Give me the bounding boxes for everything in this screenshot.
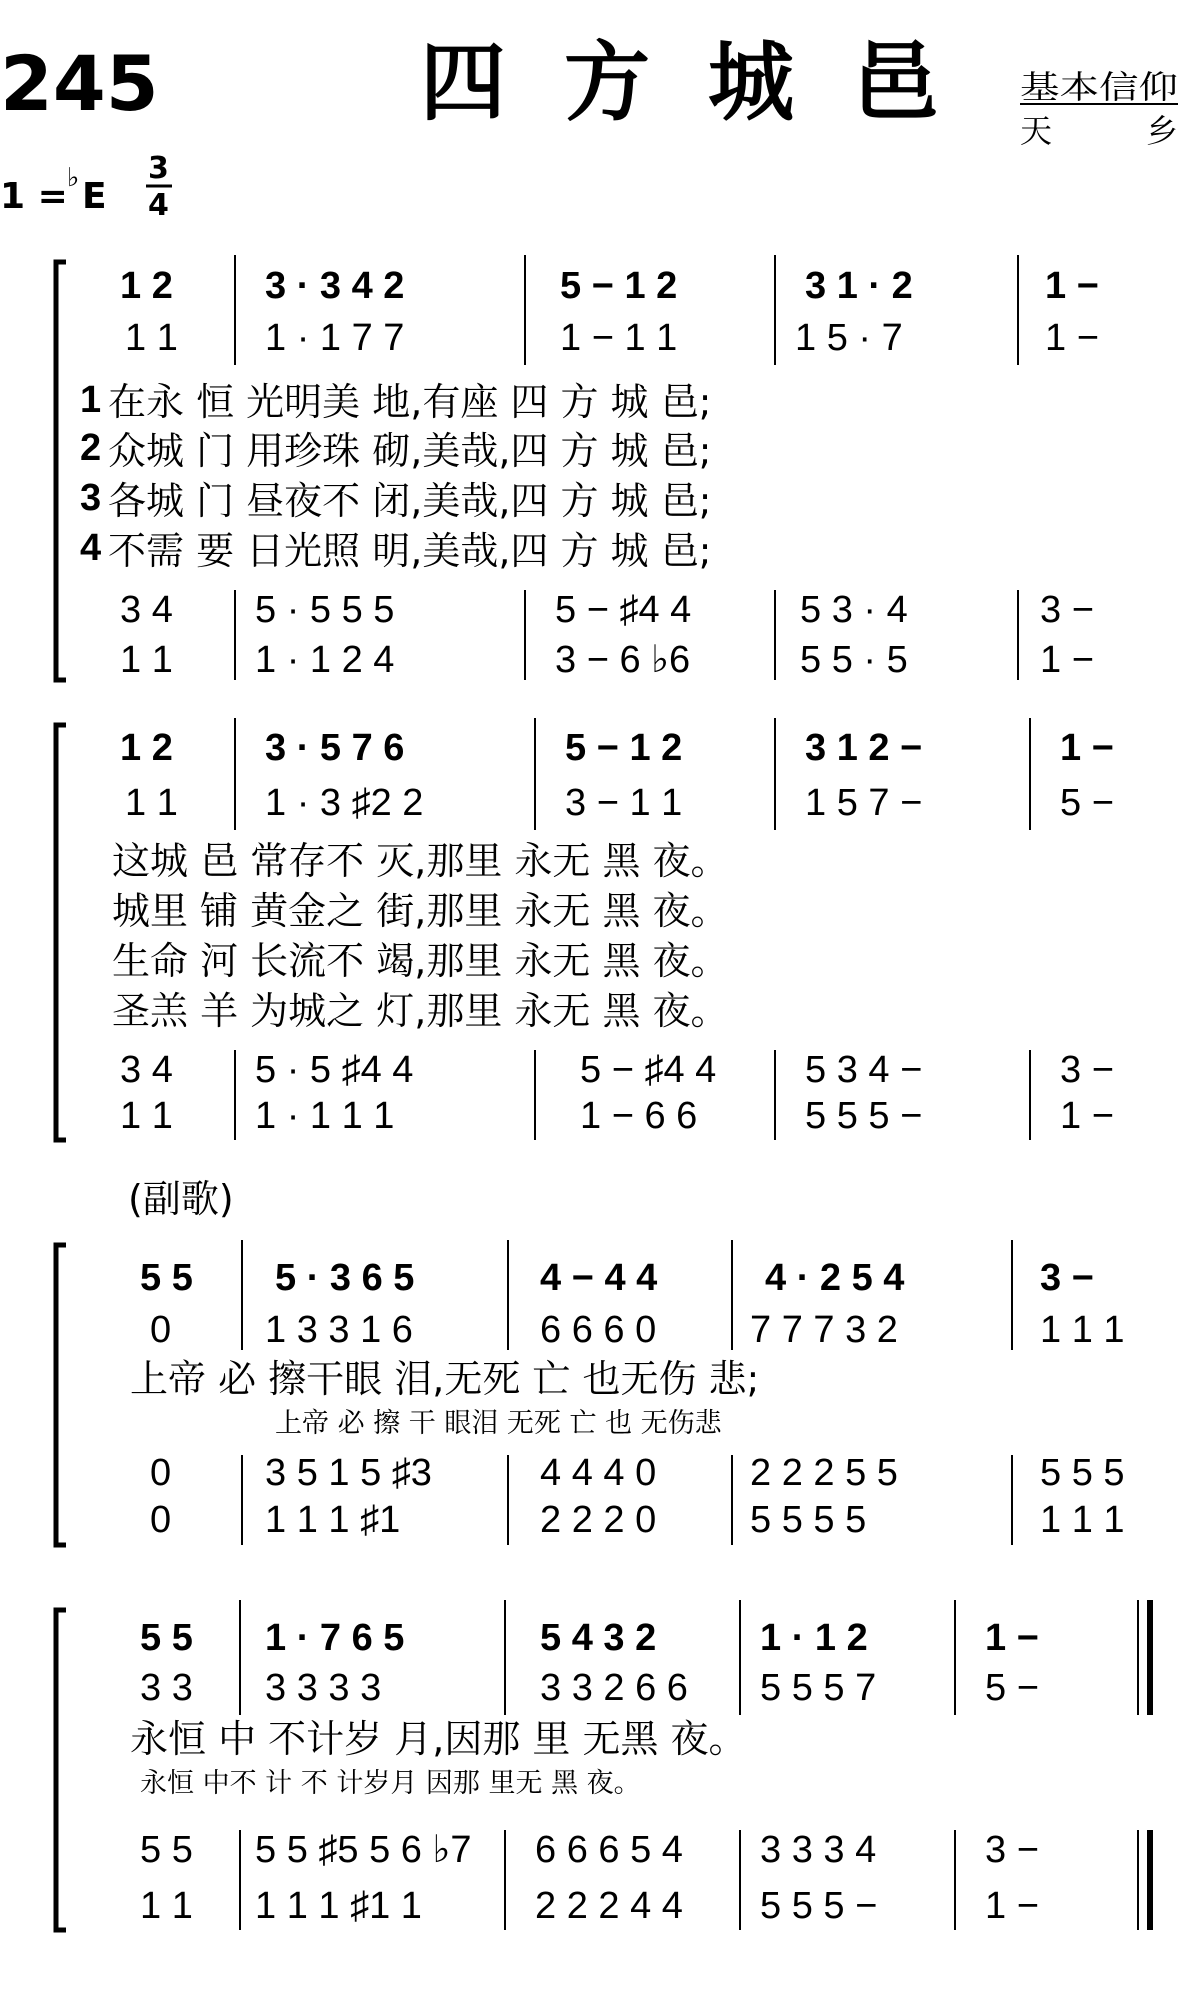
soprano-m4: 3 − (1040, 1257, 1094, 1299)
system-bracket (56, 1245, 66, 1545)
tenor-m1: 5 · 5 5 5 (255, 589, 395, 631)
bass-m0: 1 1 (120, 639, 173, 681)
bass-m4: 1 − (1040, 639, 1094, 681)
lyric-verse-1-a: 在永 恒 光明美 地,有座 四 方 城 邑; (108, 380, 712, 424)
bass-m1: 1 1 1 ♯1 (265, 1499, 401, 1541)
alto-m1: 1 · 1 7 7 (265, 317, 405, 359)
tenor-m2: 6 6 6 5 4 (535, 1829, 683, 1871)
soprano-m4: 1 − (1060, 727, 1114, 769)
alto-m2: 3 − 1 1 (565, 782, 683, 824)
bass-m1: 1 1 1 ♯1 1 (255, 1885, 422, 1927)
alto-m1: 1 · 3 ♯2 2 (265, 782, 424, 824)
soprano-m2: 5 − 1 2 (560, 265, 678, 307)
system-bracket (56, 725, 66, 1140)
soprano-m1: 3 · 3 4 2 (265, 265, 405, 307)
lyric-verse-2-a: 众城 门 用珍珠 砌,美哉,四 方 城 邑; (108, 429, 712, 473)
tenor-m3: 2 2 2 5 5 (750, 1452, 898, 1494)
bass-m3: 5 5 5 − (805, 1095, 923, 1137)
alto-m3: 1 5 7 − (805, 782, 923, 824)
soprano-m2: 4 − 4 4 (540, 1257, 658, 1299)
alto-m2: 6 6 6 0 (540, 1309, 657, 1351)
tenor-m0: 3 4 (120, 589, 173, 631)
alto-m1: 1 3 3 1 6 (265, 1309, 413, 1351)
lyric-verse-3-a: 各城 门 昼夜不 闭,美哉,四 方 城 邑; (108, 479, 712, 523)
hymn-number: 245 (0, 39, 159, 128)
svg-text:E: E (82, 176, 107, 217)
tenor-m0: 5 5 (140, 1829, 193, 1871)
system-refrain-1 (56, 1240, 1125, 1545)
soprano-m1: 1 · 7 6 5 (265, 1617, 405, 1659)
bass-m1: 1 · 1 2 4 (255, 639, 395, 681)
soprano-m2: 5 − 1 2 (565, 727, 683, 769)
alto-m4: 5 − (1060, 782, 1114, 824)
bass-m3: 5 5 5 − (760, 1885, 878, 1927)
bass-m1: 1 · 1 1 1 (255, 1095, 395, 1137)
alto-m4: 5 − (985, 1667, 1039, 1709)
tenor-m2: 4 4 4 0 (540, 1452, 657, 1494)
svg-text:1 =: 1 = (0, 176, 68, 217)
alto-m0: 1 1 (125, 317, 178, 359)
tenor-m3: 3 3 3 4 (760, 1829, 877, 1871)
alto-m1: 3 3 3 3 (265, 1667, 382, 1709)
final-barline (1138, 1600, 1150, 1930)
soprano-m3: 1 · 1 2 (760, 1617, 868, 1659)
lyric-refrain-2-lower: 永恒 中不 计 不 计岁月 因那 里无 黑 夜。 (140, 1768, 641, 1799)
bass-m4: 1 − (985, 1885, 1039, 1927)
alto-m0: 0 (150, 1309, 172, 1351)
tenor-m1: 5 5 ♯5 5 6 ♭7 (255, 1829, 472, 1871)
tenor-m3: 5 3 · 4 (800, 589, 908, 631)
svg-text:4: 4 (80, 527, 102, 569)
system-bracket (56, 1610, 66, 1930)
bass-m3: 5 5 · 5 (800, 639, 908, 681)
tenor-m4: 3 − (1060, 1049, 1114, 1091)
bass-m3: 5 5 5 5 (750, 1499, 867, 1541)
flat-icon: ♭ (67, 163, 80, 193)
lyric-refrain-1: 上帝 必 擦干眼 泪,无死 亡 也无伤 悲; (130, 1357, 760, 1401)
soprano-m0: 5 5 (140, 1617, 193, 1659)
svg-text:3: 3 (80, 477, 102, 519)
system-bracket (56, 262, 66, 680)
hymn-category: 基本信仰 (1020, 68, 1178, 106)
alto-m0: 3 3 (140, 1667, 193, 1709)
soprano-m0: 1 2 (120, 265, 173, 307)
bass-m2: 2 2 2 0 (540, 1499, 657, 1541)
lyric-verse-2-b: 城里 铺 黄金之 街,那里 永无 黑 夜。 (112, 889, 729, 933)
alto-m4: 1 1 1 (1040, 1309, 1125, 1351)
alto-m3: 5 5 5 7 (760, 1667, 877, 1709)
lyric-verse-1-b: 这城 邑 常存不 灭,那里 永无 黑 夜。 (112, 839, 729, 883)
alto-m2: 3 3 2 6 6 (540, 1667, 688, 1709)
soprano-m3: 3 1 · 2 (805, 265, 913, 307)
bass-m0: 1 1 (120, 1095, 173, 1137)
verse-numbers (80, 379, 101, 569)
tenor-m4: 3 − (985, 1829, 1039, 1871)
tenor-m2: 5 − ♯4 4 (580, 1049, 717, 1091)
soprano-m1: 3 · 5 7 6 (265, 727, 405, 769)
system-verse-1 (56, 255, 1099, 681)
tenor-m4: 5 5 5 (1040, 1452, 1125, 1494)
svg-text:4: 4 (148, 188, 169, 223)
alto-m0: 1 1 (125, 782, 178, 824)
soprano-m3: 4 · 2 5 4 (765, 1257, 905, 1299)
hymn-source: 天乡 (1020, 112, 1178, 150)
bass-m2: 2 2 2 4 4 (535, 1885, 683, 1927)
bass-m0: 0 (150, 1499, 172, 1541)
tenor-m4: 3 − (1040, 589, 1094, 631)
bass-m4: 1 1 1 (1040, 1499, 1125, 1541)
soprano-m0: 5 5 (140, 1257, 193, 1299)
bass-m2: 3 − 6 ♭6 (555, 639, 691, 681)
bass-m2: 1 − 6 6 (580, 1095, 698, 1137)
soprano-m2: 5 4 3 2 (540, 1617, 657, 1659)
svg-text:1: 1 (80, 379, 102, 421)
alto-m4: 1 − (1045, 317, 1099, 359)
soprano-m4: 1 − (1045, 265, 1099, 307)
system-verse-2 (56, 718, 1114, 1140)
alto-m2: 1 − 1 1 (560, 317, 678, 359)
time-signature (146, 151, 172, 223)
tenor-m0: 0 (150, 1452, 172, 1494)
tenor-m1: 3 5 1 5 ♯3 (265, 1452, 432, 1494)
soprano-m1: 5 · 3 6 5 (275, 1257, 415, 1299)
lyric-refrain-2: 永恒 中 不计岁 月,因那 里 无黑 夜。 (130, 1717, 747, 1761)
svg-text:3: 3 (148, 151, 169, 186)
lyric-refrain-1-lower: 上帝 必 擦 干 眼泪 无死 亡 也 无伤悲 (275, 1408, 722, 1439)
soprano-m4: 1 − (985, 1617, 1039, 1659)
alto-m3: 1 5 · 7 (795, 317, 903, 359)
hymn-title: 四方城邑 (420, 33, 996, 133)
system-refrain-2 (56, 1600, 1150, 1930)
lyric-verse-4-b: 圣羔 羊 为城之 灯,那里 永无 黑 夜。 (112, 989, 729, 1033)
tenor-m3: 5 3 4 − (805, 1049, 923, 1091)
tenor-m1: 5 · 5 ♯4 4 (255, 1049, 414, 1091)
soprano-m3: 3 1 2 − (805, 727, 923, 769)
soprano-m0: 1 2 (120, 727, 173, 769)
lyric-verse-4-a: 不需 要 日光照 明,美哉,四 方 城 邑; (108, 529, 712, 573)
tenor-m2: 5 − ♯4 4 (555, 589, 692, 631)
lyric-verse-3-b: 生命 河 长流不 竭,那里 永无 黑 夜。 (112, 939, 729, 983)
tenor-m0: 3 4 (120, 1049, 173, 1091)
key-signature (0, 163, 107, 217)
refrain-label: (副歌) (128, 1177, 234, 1221)
alto-m3: 7 7 7 3 2 (750, 1309, 898, 1351)
bass-m0: 1 1 (140, 1885, 193, 1927)
bass-m4: 1 − (1060, 1095, 1114, 1137)
svg-text:2: 2 (80, 427, 102, 469)
